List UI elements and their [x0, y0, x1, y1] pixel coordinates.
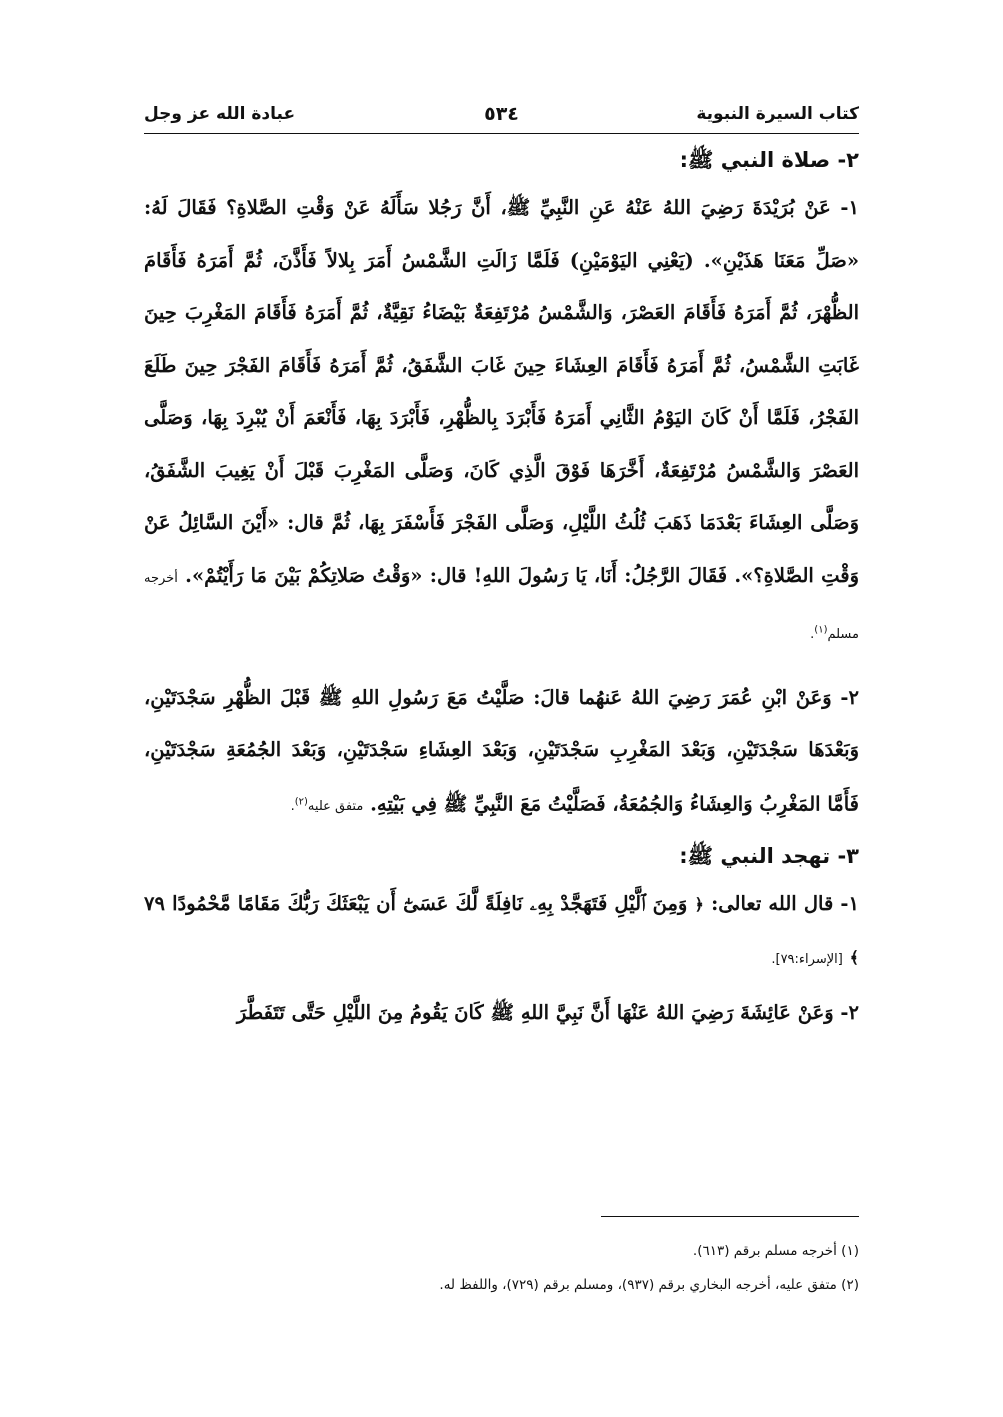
footnote-ref[interactable]: (٢)	[294, 796, 308, 808]
hadith-paragraph	[144, 987, 859, 1040]
running-header	[144, 96, 859, 132]
page-body	[144, 138, 859, 1039]
section-heading-prayer: ٢- صلاة النبي ﷺ:	[679, 148, 859, 172]
hadith-text: ٢- وَعَنْ عَائِشَةَ رَضِيَ اللهُ عَنْهَا أَنَّ نَبِيَّ اللهِ ﷺ كَانَ يَقُومُ مِنَ اللَّيْلِ حَتَّى تَتَفَطَّرَ	[236, 1000, 859, 1024]
verse-reference: [الإسراء:٧٩].	[771, 952, 843, 968]
book-title: كتاب السيرة النبوية	[696, 104, 859, 124]
footnote-rule	[601, 1216, 859, 1217]
header-rule	[144, 133, 859, 134]
hadith-paragraph	[144, 672, 859, 834]
hadith-citation: متفق عليه$^{(٢)}$.	[290, 796, 364, 815]
chapter-title: عبادة الله عز وجل	[144, 104, 296, 124]
hadith-text: ٢- وَعَنْ ابْنِ عُمَرَ رَضِيَ اللهُ عَنهُما قالَ: صَلَّيْتُ مَعَ رَسُولِ اللهِ ﷺ قَبْلَ الظُّهْرِ سَجْدَتَيْنِ، وَبَعْدَهَا سَجْدَتَيْنِ، وَبَعْدَ المَغْرِبِ سَجْدَتَيْنِ، وَبَعْدَ العِشَاءِ سَجْدَتَيْنِ، وَبَعْدَ الجُمُعَةِ سَجْدَتَيْنِ، فَأَمَّا المَغْرِبُ وَالعِشَاءُ وَالجُمُعَةُ، فَصَلَّيْتُ مَعَ النَّبِيِّ ﷺ فِي بَيْتِهِ.	[144, 685, 859, 816]
verse-intro: ١- قال الله تعالى:	[711, 891, 859, 915]
hadith-paragraph	[144, 182, 859, 662]
quran-verse: وَمِنَ ٱلَّيْلِ فَتَهَجَّدْ بِهِۦ نَافِلَةً لَّكَ عَسَىٰٓ أَن يَبْعَثَكَ رَبُّكَ مَقَامًا مَّحْمُودًا ٧٩	[144, 891, 688, 915]
ornate-bracket-close-icon: ﴾	[849, 948, 859, 968]
section-heading-tahajjud: ٣- تهجد النبي ﷺ:	[679, 843, 859, 868]
page-number: ٥٣٤	[484, 103, 519, 125]
footnote-1: (١) أخرجه مسلم برقم (٦١٣).	[692, 1243, 859, 1259]
hadith-citation: أخرجه مسلم$^{(١)}$.	[144, 570, 859, 643]
footnotes	[144, 1234, 859, 1302]
footnote-ref[interactable]: (١)	[814, 625, 828, 636]
quran-verse-paragraph	[144, 878, 859, 987]
hadith-text: ١- عَنْ بُرَيْدَةَ رَضِيَ اللهُ عَنْهُ عَنِ النَّبِيِّ ﷺ، أَنَّ رَجُلا سَأَلَهُ عَنْ وَقْتِ الصَّلاةِ؟ فَقَالَ لَهُ: «صَلِّ مَعَنَا هَذَيْنِ». (يَعْنِي اليَوْمَيْنِ) فَلَمَّا زَالَتِ الشَّمْسُ أَمَرَ بِلالاً فَأَذَّنَ، ثُمَّ أَمَرَهُ فَأَقَامَ الظُّهْرَ، ثُمَّ أَمَرَهُ فَأَقَامَ العَصْرَ، وَالشَّمْسُ مُرْتَفِعَةٌ بَيْضَاءُ نَقِيَّةٌ، ثُمَّ أَمَرَهُ فَأَقَامَ المَغْرِبَ حِينَ غَابَتِ الشَّمْسُ، ثُمَّ أَمَرَهُ فَأَقَامَ العِشَاءَ حِينَ غَابَ الشَّفَقُ، ثُمَّ أَمَرَهُ فَأَقَامَ الفَجْرَ حِينَ طَلَعَ الفَجْرُ، فَلَمَّا أَنْ كَانَ اليَوْمُ الثَّانِي أَمَرَهُ فَأَبْرَدَ بِالظُّهْرِ، فَأَبْرَدَ بِهَا، فَأَنْعَمَ أَنْ يُبْرِدَ بِهَا، وَصَلَّى العَصْرَ وَالشَّمْسُ مُرْتَفِعَةٌ، أَخَّرَهَا فَوْقَ الَّذِي كَانَ، وَصَلَّى المَغْرِبَ قَبْلَ أَنْ يَغِيبَ الشَّفَقُ، وَصَلَّى العِشَاءَ بَعْدَمَا ذَهَبَ ثُلُثُ اللَّيْلِ، وَصَلَّى الفَجْرَ فَأَسْفَرَ بِهَا، ثُمَّ قال: «أَيْنَ السَّائِلُ عَنْ وَقْتِ الصَّلاةِ؟». فَقَالَ الرَّجُلُ: أَنَا، يَا رَسُولَ اللهِ! قال: «وَقْتُ صَلاتِكُمْ بَيْنَ مَا رَأَيْتُمْ».	[144, 196, 859, 587]
footnote-2: (٢) متفق عليه، أخرجه البخاري برقم (٩٣٧)، ومسلم برقم (٧٢٩)، واللفظ له.	[439, 1277, 859, 1293]
ornate-bracket-open-icon: ﴿	[694, 894, 704, 914]
